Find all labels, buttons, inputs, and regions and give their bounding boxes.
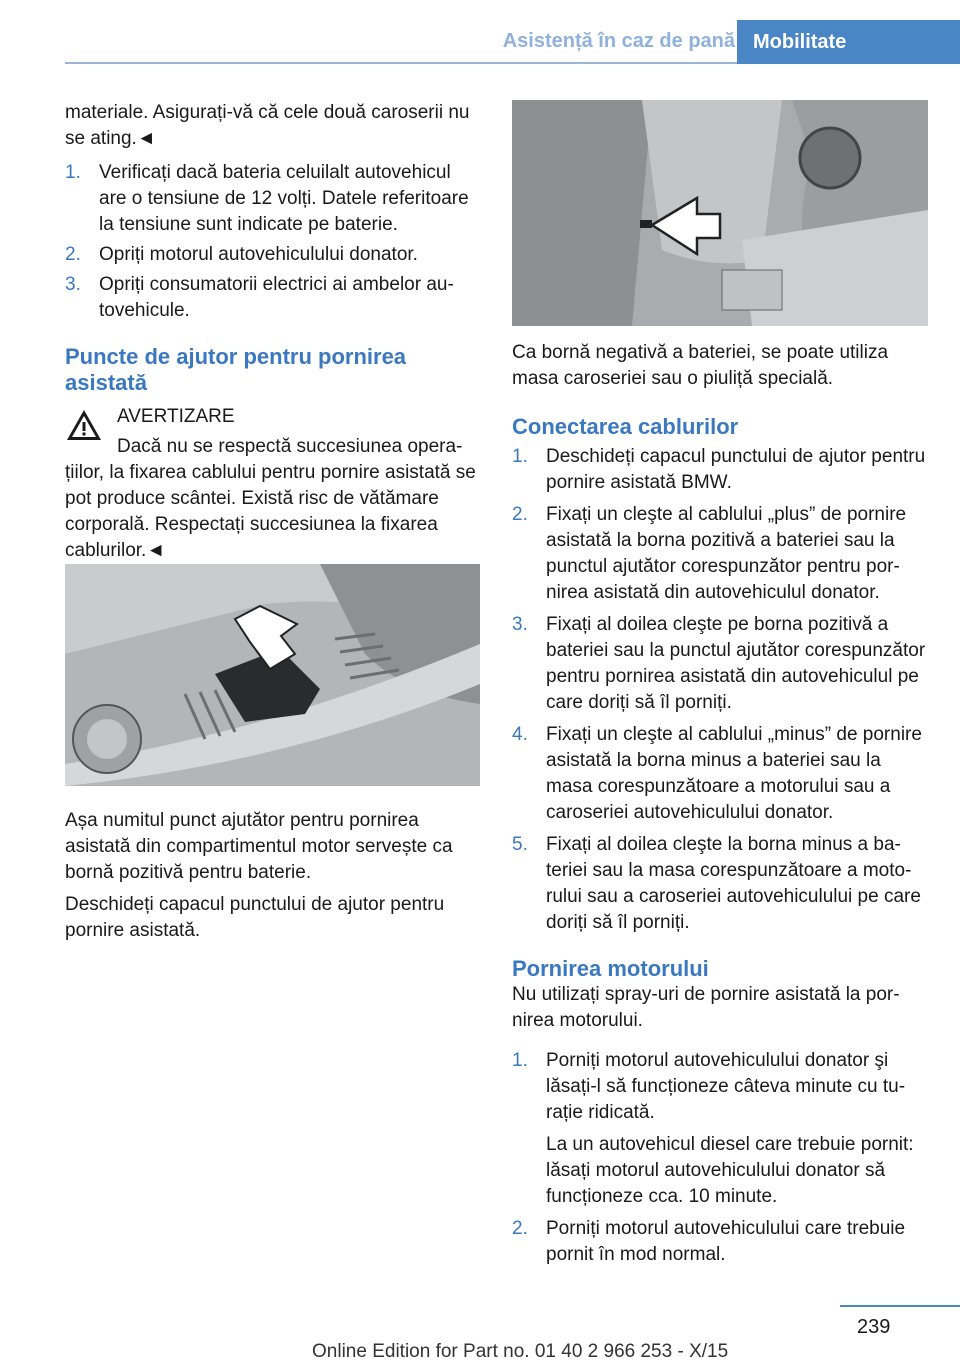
intro-text: Nu utilizați spray-uri de pornire asistată la pornirea motorului. — [512, 984, 900, 1031]
instruction-text: Deschideți capacul punctului de ajutor pentru pornire asistată. — [65, 894, 445, 941]
list-text: Fixați un cleşte al cablului „plus” de pornire asistată la borna pozitivă a bateriei sau la punctul ajutător corespunzător pentru pornirea asistată din autovehiculul donator. — [546, 504, 907, 603]
list-number: 1. — [512, 446, 528, 467]
list-text: Deschideți capacul punctului de ajutor pentru pornire asistată BMW. — [546, 446, 926, 493]
list-item — [512, 612, 928, 716]
list-item — [512, 444, 928, 496]
list-text: Fixați al doilea cleşte la borna minus a bateriei sau la masa corespunzătoare a motorului sau a caroseriei autovehiculului pe care doriți să îl porniți. — [546, 834, 921, 933]
section-heading: Puncte de ajutor pentru pornirea asistată — [65, 344, 407, 395]
list-text: Porniți motorul autovehiculului care trebuie pornit în mod normal. — [546, 1218, 906, 1265]
list-text: Opriți consumatorii electrici ai ambelor autovehicule. — [99, 274, 454, 321]
list-item — [512, 722, 928, 826]
list-text: Verificați dacă bateria celuilalt autovehicul are o tensiune de 12 volți. Datele referitoare la tensiune sunt indicate pe baterie. — [99, 162, 469, 235]
warning-text: Dacă nu se respectă succesiunea operațiilor, la fixarea cablului pentru pornire asistată se pot produce scântei. Există risc de vătămare corporală. Respectați succesiunea la fixarea cablurilor.◄ — [65, 436, 476, 561]
engine-bay-photo — [65, 564, 480, 786]
list-item — [512, 1048, 928, 1126]
footer-edition: Online Edition for Part no. 01 40 2 966 253 - X/15 — [312, 1341, 729, 1362]
list-number: 2. — [512, 1218, 528, 1239]
list-text: Fixați al doilea cleşte pe borna pozitivă a bateriei sau la punctul ajutător corespunzător pentru pornirea asistată din autovehiculul pe care doriți să îl porniți. — [546, 614, 926, 713]
page-number: 239 — [857, 1316, 891, 1338]
list-item — [512, 1216, 928, 1268]
list-number: 2. — [512, 504, 528, 525]
list-item — [65, 160, 480, 238]
warning-triangle-icon — [65, 408, 103, 442]
list-number: 3. — [65, 274, 81, 295]
list-number: 4. — [512, 724, 528, 745]
list-item — [512, 502, 928, 606]
section-heading: Conectarea cablurilor — [512, 414, 739, 439]
header-chapter-tab: Mobilitate — [737, 20, 960, 64]
right-column — [512, 100, 928, 1268]
photo-caption: Așa numitul punct ajutător pentru pornirea asistată din compartimentul motor servește ca bornă pozitivă pentru baterie. — [65, 810, 453, 883]
engine-ground-point-photo — [512, 100, 928, 326]
footer-rule — [840, 1305, 960, 1307]
list-text: Opriți motorul autovehiculului donator. — [99, 244, 418, 265]
warning-block — [65, 404, 480, 564]
list-number: 3. — [512, 614, 528, 635]
list-item — [65, 242, 480, 268]
header-section-title: Asistență în caz de pană — [502, 30, 735, 52]
intro-text: materiale. Asigurați-vă că cele două caroserii nu se ating.◄ — [65, 102, 470, 149]
warning-title: AVERTIZARE — [117, 406, 235, 427]
left-column — [65, 100, 480, 944]
photo-caption: Ca bornă negativă a bateriei, se poate utiliza masa caroseriei sau o piuliță specială. — [512, 342, 889, 389]
list-item — [65, 272, 480, 324]
list-number: 2. — [65, 244, 81, 265]
list-number: 5. — [512, 834, 528, 855]
section-heading: Pornirea motorului — [512, 956, 709, 981]
list-number: 1. — [65, 162, 81, 183]
list-subtext: La un autovehicul diesel care trebuie pornit: lăsați motorul autovehiculului donator să funcționeze cca. 10 minute. — [546, 1134, 914, 1207]
list-text: Fixați un cleşte al cablului „minus” de pornire asistată la borna minus a bateriei sau la masa corespunzătoare a motorului sau a caroseriei autovehiculului donator. — [546, 724, 922, 823]
list-item — [512, 832, 928, 936]
list-number: 1. — [512, 1050, 528, 1071]
list-text: Porniți motorul autovehiculului donator şi lăsați-l să funcționeze câteva minute cu turație ridicată. — [546, 1050, 906, 1123]
